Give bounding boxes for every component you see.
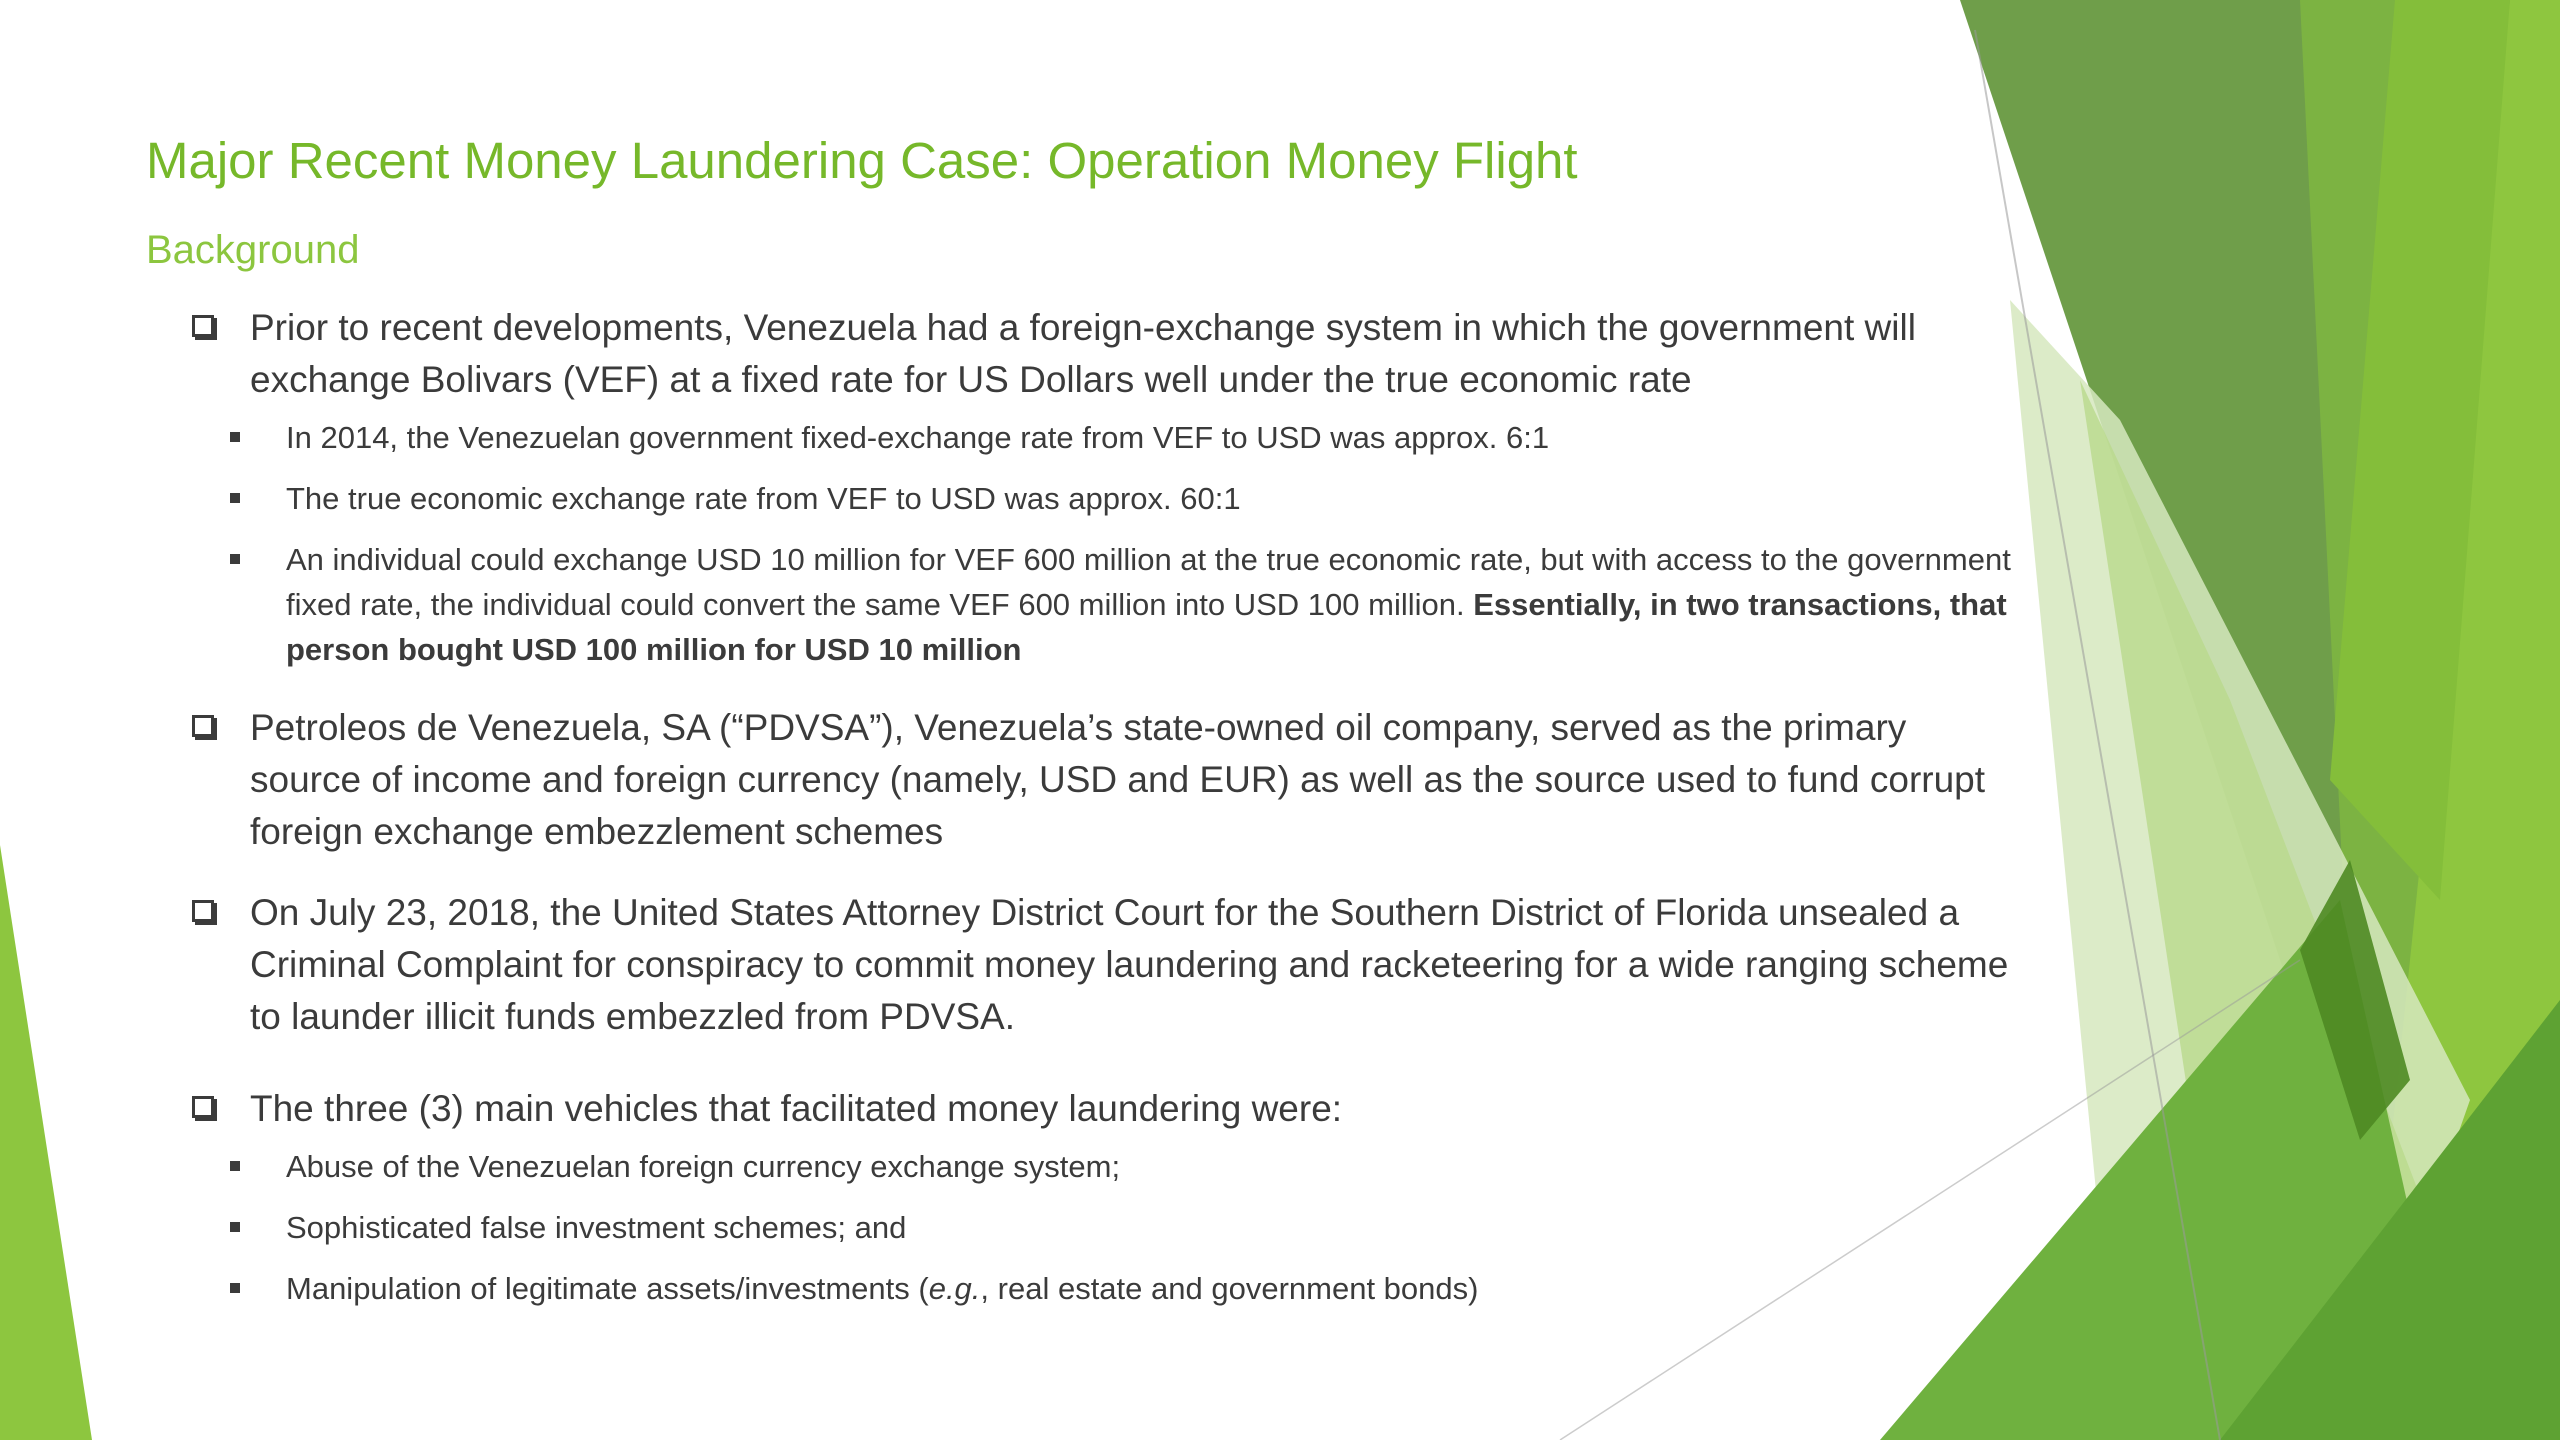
sub-bullet-item [286, 1144, 2020, 1189]
checkbox-bullet-icon [192, 715, 214, 737]
bullet-text: Prior to recent developments, Venezuela had a foreign-exchange system in which the government will exchange Bolivars (VEF) at a fixed rate for US Dollars well under the true economic rate [250, 307, 1916, 400]
sub-bullet-text-post: , real estate and government bonds) [980, 1271, 1479, 1306]
bullet-item [190, 302, 2020, 672]
sub-bullet-text: The true economic exchange rate from VEF to USD was approx. 60:1 [286, 481, 1241, 516]
sub-bullet-text-pre: Manipulation of legitimate assets/investments ( [286, 1271, 929, 1306]
sub-bullet-item [286, 1266, 2020, 1311]
checkbox-bullet-icon [192, 1096, 214, 1118]
slide-subtitle: Background [146, 228, 360, 272]
sub-bullet-text: Abuse of the Venezuelan foreign currency exchange system; [286, 1149, 1121, 1184]
square-bullet-icon [230, 554, 240, 564]
left-green-sliver [0, 845, 92, 1440]
sub-bullet-item [286, 415, 2020, 460]
sub-bullet-bold-text: Essentially, in two transactions, that person bought USD 100 million for USD 10 million [286, 587, 2007, 667]
square-bullet-icon [230, 1161, 240, 1171]
sub-bullet-text: Sophisticated false investment schemes; and [286, 1210, 907, 1245]
bullet-item [190, 702, 2020, 858]
sub-bullet-text: In 2014, the Venezuelan government fixed-exchange rate from VEF to USD was approx. 6:1 [286, 420, 1550, 455]
bullet-item [190, 887, 2020, 1043]
sub-bullet-text-italic: e.g. [928, 1271, 981, 1306]
sub-bullet-list [190, 1144, 2020, 1311]
square-bullet-icon [230, 493, 240, 503]
checkbox-bullet-icon [192, 315, 214, 337]
checkbox-bullet-icon [192, 900, 214, 922]
slide-title: Major Recent Money Laundering Case: Operation Money Flight [146, 132, 1578, 189]
bullet-text: Petroleos de Venezuela, SA (“PDVSA”), Venezuela’s state-owned oil company, served as the primary source of income and foreign currency (namely, USD and EUR) as well as the source used to fund corrupt foreign exchange embezzlement schemes [250, 707, 1986, 852]
square-bullet-icon [230, 1283, 240, 1293]
bullet-list [190, 302, 2020, 1311]
square-bullet-icon [230, 1222, 240, 1232]
bullet-text: On July 23, 2018, the United States Attorney District Court for the Southern District of Florida unsealed a Criminal Complaint for conspiracy to commit money laundering and racketeering for a wide ranging scheme to launder illicit funds embezzled from PDVSA. [250, 892, 2009, 1037]
sub-bullet-item [286, 1205, 2020, 1250]
bullet-text: The three (3) main vehicles that facilitated money laundering were: [250, 1088, 1343, 1129]
sub-bullet-item [286, 476, 2020, 521]
bullet-item [190, 1083, 2020, 1311]
sub-bullet-list [190, 415, 2020, 672]
sub-bullet-item [286, 537, 2020, 672]
square-bullet-icon [230, 432, 240, 442]
sub-bullet-text: An individual could exchange USD 10 million for VEF 600 million at the true economic rate, but with access to the government fixed rate, the individual could convert the same VEF 600 million into USD 100 million. [286, 542, 2011, 622]
